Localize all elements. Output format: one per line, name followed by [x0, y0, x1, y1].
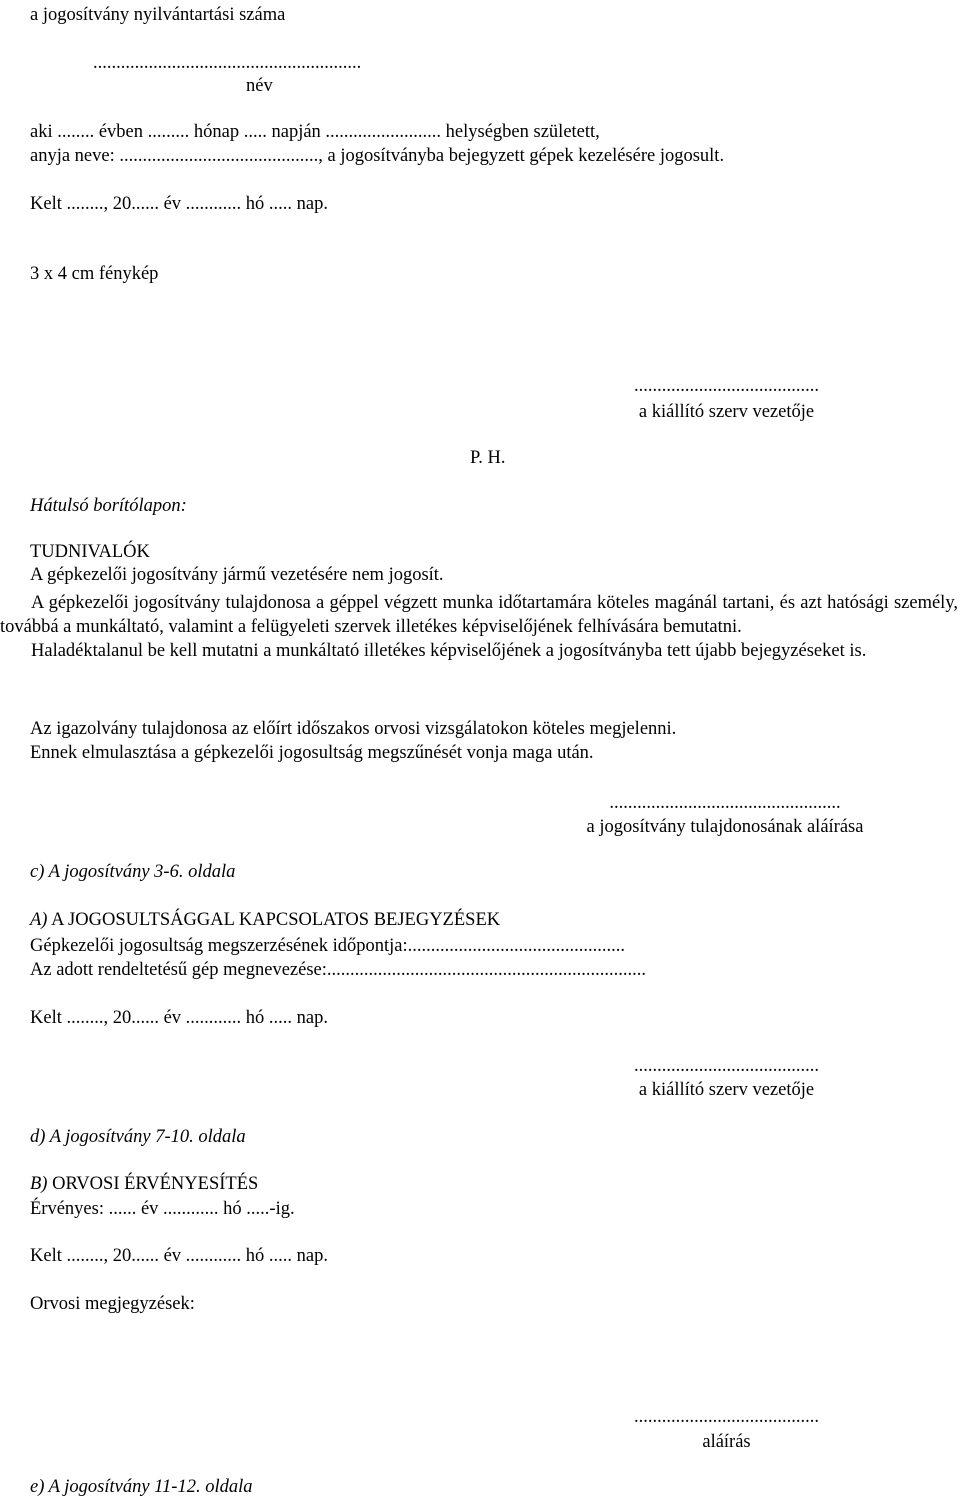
tudnivalok-line-5: Ennek elmulasztása a gépkezelői jogosultság megszűnését vonja maga után.	[30, 743, 594, 763]
holder-signature-dots: ..................................................	[609, 793, 841, 813]
section-a-title: A JOGOSULTSÁGGAL KAPCSOLATOS BEJEGYZÉSEK	[51, 910, 501, 930]
section-e-label: e) A jogosítvány 11-12. oldala	[30, 1477, 253, 1497]
section-d-label: d) A jogosítvány 7-10. oldala	[30, 1127, 246, 1147]
photo-label: 3 x 4 cm fénykép	[30, 264, 159, 284]
section-c-label: c) A jogosítvány 3-6. oldala	[30, 862, 236, 882]
section-a-letter: A)	[30, 910, 48, 930]
tudnivalok-line-4: Az igazolvány tulajdonosa az előírt időszakos orvosi vizsgálatokon köteles megjelenni.	[30, 719, 677, 739]
holder-signature-label: a jogosítvány tulajdonosának aláírása	[586, 817, 864, 837]
kelt-line-1: Kelt ........, 20...... év ............ hó ..... nap.	[30, 194, 329, 214]
name-dots: ..........................................................	[93, 53, 362, 73]
section-b-letter: B)	[30, 1174, 48, 1194]
mother-line: anyja neve: ..........................................., a jogosítványba bejegyzett gépek kezelésére jogosult.	[30, 146, 725, 166]
kelt-line-2: Kelt ........, 20...... év ............ hó ..... nap.	[30, 1008, 329, 1028]
back-cover-label: Hátulsó borítólapon:	[30, 496, 187, 516]
section-a-heading	[30, 908, 500, 932]
section-b-title: ORVOSI ÉRVÉNYESÍTÉS	[52, 1174, 259, 1194]
signature-dots-3: ........................................	[634, 1407, 819, 1427]
ph-label: P. H.	[470, 448, 506, 468]
section-b-valid-line: Érvényes: ...... év ............ hó .....-ig.	[30, 1199, 295, 1219]
section-a-date-line: Gépkezelői jogosultság megszerzésének időpontja:...............................................	[30, 936, 625, 956]
issuer-signature-dots-1: ........................................	[634, 376, 819, 396]
tudnivalok-title: TUDNIVALÓK	[30, 542, 150, 562]
name-label: név	[246, 76, 273, 96]
tudnivalok-paragraphs	[0, 591, 958, 663]
kelt-line-3: Kelt ........, 20...... év ............ hó ..... nap.	[30, 1246, 329, 1266]
tudnivalok-line-1: A gépkezelői jogosítvány jármű vezetésére nem jogosít.	[30, 565, 444, 585]
tudnivalok-paragraph-2: Haladéktalanul be kell mutatni a munkáltató illetékes képviselőjének a jogosítványba tett újabb bejegyzéseket is.	[31, 641, 867, 661]
issuer-signature-label-1: a kiállító szerv vezetője	[638, 402, 815, 422]
issuer-signature-label-2: a kiállító szerv vezetője	[638, 1080, 815, 1100]
medical-notes-label: Orvosi megjegyzések:	[30, 1294, 195, 1314]
birth-line: aki ........ évben ......... hónap ..... napján ......................... helységben született,	[30, 122, 600, 142]
license-number-label: a jogosítvány nyilvántartási száma	[30, 5, 286, 25]
section-b-heading	[30, 1172, 258, 1196]
section-a-machine-line: Az adott rendeltetésű gép megnevezése:.....................................................................	[30, 960, 647, 980]
issuer-signature-dots-2: ........................................	[634, 1056, 819, 1076]
tudnivalok-paragraph-1: A gépkezelői jogosítvány tulajdonosa a géppel végzett munka időtartamára köteles magánál tartani, és azt hatósági személy, továbbá a munkáltató, valamint a felügyeleti szervek illetékes képviselőjének felhívására bemutatni.	[0, 593, 958, 637]
signature-label-3: aláírás	[702, 1432, 751, 1452]
